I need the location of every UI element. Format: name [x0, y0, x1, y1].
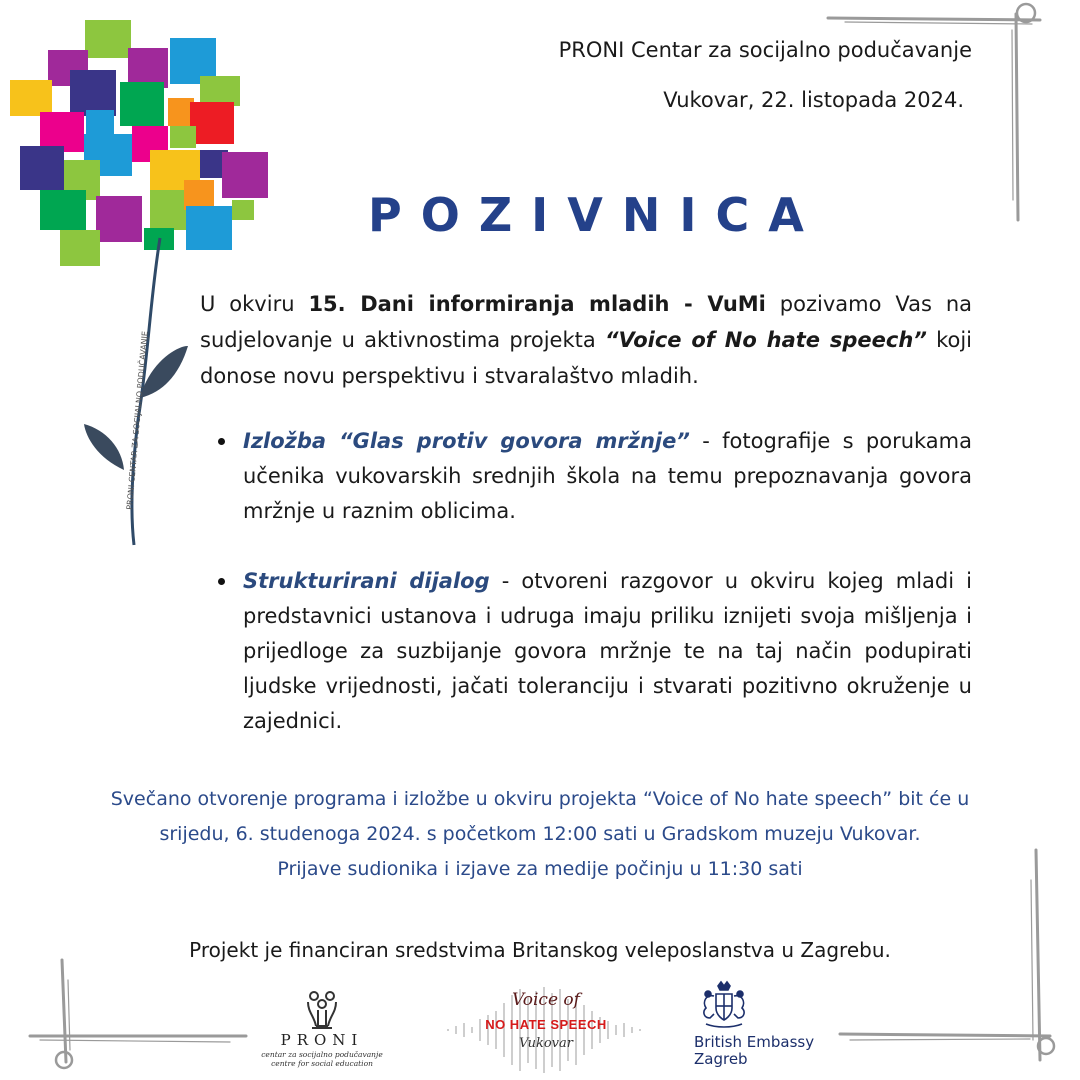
bullet-lead: Izložba “Glas protiv govora mržnje” [243, 429, 690, 453]
embassy-name [694, 1034, 814, 1068]
project-title: “Voice of No hate speech” [604, 328, 927, 352]
proni-subtitle-line: centar za socijalno podučavanje [261, 1050, 383, 1059]
intro-paragraph [200, 286, 972, 394]
vukovar-text: Vukovar [519, 1036, 573, 1051]
proni-subtitle-line: centre for social education [271, 1059, 373, 1068]
date-line: Vukovar, 22. listopada 2024. [663, 88, 964, 112]
page-title: POZIVNICA [368, 188, 823, 242]
intro-text-3: koji donose novu perspektivu i stvaralaštvo mladih. [200, 328, 973, 388]
funding-note: Projekt je financiran sredstvima Britanskog veleposlanstva u Zagrebu. [189, 938, 891, 962]
bullet-dot-icon [218, 438, 225, 445]
list-item [218, 424, 972, 529]
embassy-line: British Embassy [694, 1033, 815, 1051]
announcement-line: Prijave sudionika i izjave za medije počinju u 11:30 sati [277, 858, 803, 880]
bullet-text: - otvoreni razgovor u okviru kojeg mladi i predstavnici ustanova i udruga imaju priliku iznijeti svoja mišljenja i prijedloge za suzbijanje govora mržnje te na taj način podupirati ljudske vrijednosti, jačati toleranciju i stvarati pozitivno okruženje u zajednici. [243, 569, 972, 733]
embassy-line: Zagreb [694, 1050, 748, 1068]
announcement-line: Svečano otvorenje programa i izložbe u okviru projekta “Voice of No hate speech” bit će u [110, 788, 970, 810]
event-name: 15. Dani informiranja mladih - VuMi [308, 292, 766, 316]
proni-wordmark: PRONI [280, 1031, 364, 1049]
bullet-lead: Strukturirani dijalog [243, 569, 490, 593]
bullet-text: - fotografije s porukama učenika vukovarskih srednjih škola na temu prepoznavanja govora mržnje u raznim oblicima. [243, 429, 972, 523]
no-hate-speech-text: NO HATE SPEECH [485, 1017, 607, 1032]
royal-crest-icon [694, 980, 754, 1032]
bullet-dot-icon [218, 578, 225, 585]
intro-text-2: pozivamo Vas na sudjelovanje u aktivnostima projekta [200, 292, 973, 352]
announcement-line: srijedu, 6. studenoga 2024. s početkom 12:00 sati u Gradskom muzeju Vukovar. [159, 823, 921, 845]
list-item [218, 564, 972, 739]
intro-text-1: U okviru [200, 292, 309, 316]
voice-of-text: Voice of [512, 990, 580, 1010]
flower-stem-text: PRONI CENTAR ZA SOCIJALNO PODUČAVANJE [125, 330, 150, 511]
proni-subtitle [250, 1050, 394, 1068]
organization-name: PRONI Centar za socijalno podučavanje [558, 38, 972, 62]
